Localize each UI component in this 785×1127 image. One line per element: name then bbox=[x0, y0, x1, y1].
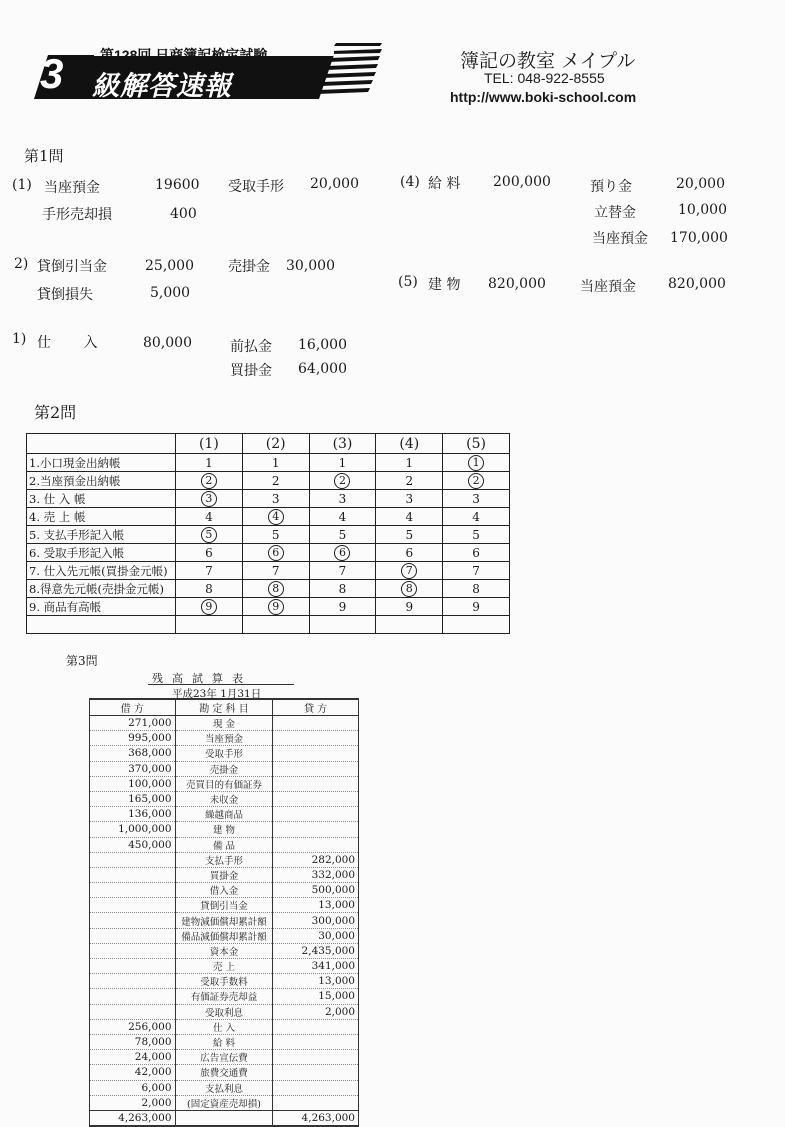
trial-balance-row bbox=[90, 837, 359, 852]
circled-answer: 1 bbox=[468, 455, 484, 471]
debit-cell: 24,000 bbox=[90, 1050, 176, 1065]
credit-cell bbox=[273, 1050, 359, 1065]
q1-p3-credit2-account: 買掛金 bbox=[230, 363, 272, 379]
q2-cell bbox=[443, 562, 510, 580]
option-number: 3 bbox=[338, 491, 347, 506]
q1-p4-credit-account: 預り金 bbox=[590, 179, 632, 195]
q1-p4-credit3-amount: 170,000 bbox=[670, 230, 728, 246]
q1-p1-credit-amount: 20,000 bbox=[310, 176, 359, 192]
q2-cell bbox=[176, 472, 243, 490]
q1-p1-debit-amount: 19600 bbox=[155, 177, 200, 193]
account-cell: 旅費交通費 bbox=[175, 1065, 273, 1080]
q2-row bbox=[27, 616, 510, 634]
trial-balance-row bbox=[90, 898, 359, 913]
q1-p4-debit-account: 給 料 bbox=[428, 176, 461, 192]
debit-cell: 6,000 bbox=[90, 1080, 176, 1095]
trial-balance-row bbox=[90, 716, 359, 731]
account-cell: 売 上 bbox=[175, 959, 273, 974]
grade-number: 3 bbox=[40, 50, 64, 97]
option-number: 8 bbox=[205, 581, 213, 596]
q1-p2-debit-amount: 25,000 bbox=[145, 258, 194, 274]
account-cell: 受取利息 bbox=[175, 1004, 273, 1019]
q2-cell bbox=[443, 508, 510, 526]
debit-cell bbox=[90, 959, 176, 974]
debit-cell: 136,000 bbox=[90, 807, 176, 822]
q2-header-row bbox=[27, 434, 510, 454]
q2-cell bbox=[443, 580, 510, 598]
q2-row bbox=[27, 580, 510, 598]
q2-cell bbox=[242, 526, 309, 544]
q2-cell bbox=[443, 544, 510, 562]
account-cell: (固定資産売却損) bbox=[175, 1095, 273, 1110]
credit-cell bbox=[273, 837, 359, 852]
q2-title: 第2問 bbox=[34, 403, 77, 422]
q1-p2-credit-amount: 30,000 bbox=[286, 258, 335, 274]
trial-balance-row bbox=[90, 807, 359, 822]
q2-cell bbox=[176, 616, 243, 634]
q2-cell bbox=[242, 616, 309, 634]
trial-balance-row bbox=[90, 959, 359, 974]
option-number: 7 bbox=[271, 563, 280, 578]
q1-p1-num: (1) bbox=[12, 177, 32, 193]
q2-answer-grid bbox=[26, 433, 510, 634]
q2-cell bbox=[242, 472, 309, 490]
q1-p1-credit-account: 受取手形 bbox=[228, 179, 284, 195]
option-number: 4 bbox=[338, 509, 347, 524]
trial-balance-row bbox=[90, 822, 359, 837]
credit-cell: 332,000 bbox=[273, 867, 359, 882]
credit-cell bbox=[273, 1034, 359, 1049]
q2-row-label bbox=[27, 616, 176, 634]
credit-cell: 500,000 bbox=[273, 883, 359, 898]
debit-cell bbox=[90, 928, 176, 943]
credit-cell bbox=[273, 746, 359, 761]
trial-balance-row bbox=[90, 913, 359, 928]
option-number: 9 bbox=[338, 599, 347, 614]
q2-row-label: 8.得意先元帳(売掛金元帳) bbox=[27, 580, 176, 598]
q2-cell bbox=[176, 490, 243, 508]
q1-p3-credit-amount: 16,000 bbox=[298, 337, 347, 353]
option-number: 7 bbox=[205, 563, 213, 578]
q2-cell bbox=[443, 490, 510, 508]
debit-cell bbox=[90, 989, 176, 1004]
option-number: 5 bbox=[271, 527, 280, 542]
q2-row-label: 6. 受取手形記入帳 bbox=[27, 544, 176, 562]
credit-cell: 2,000 bbox=[273, 1004, 359, 1019]
option-number: 2 bbox=[271, 473, 280, 488]
q2-cell bbox=[309, 508, 376, 526]
account-cell: 備品減価償却累計額 bbox=[175, 928, 273, 943]
q2-cell bbox=[242, 544, 309, 562]
circled-answer: 9 bbox=[268, 599, 284, 615]
option-number: 9 bbox=[405, 599, 414, 614]
circled-answer: 8 bbox=[401, 581, 417, 597]
q2-cell bbox=[309, 616, 376, 634]
q1-p4-credit2-amount: 10,000 bbox=[678, 202, 727, 218]
credit-cell bbox=[273, 716, 359, 731]
trial-balance-row bbox=[90, 1034, 359, 1049]
q2-row-label: 5. 支払手形記入帳 bbox=[27, 526, 176, 544]
q2-cell bbox=[309, 472, 376, 490]
q1-p2-credit-account: 売掛金 bbox=[228, 259, 270, 275]
q2-row bbox=[27, 472, 510, 490]
q2-row bbox=[27, 598, 510, 616]
trial-balance-row bbox=[90, 883, 359, 898]
option-number: 8 bbox=[338, 581, 347, 596]
circled-answer: 6 bbox=[334, 545, 350, 561]
debit-cell bbox=[90, 883, 176, 898]
option-number: 1 bbox=[271, 455, 280, 470]
q2-header-2: (2) bbox=[242, 434, 309, 454]
q1-p2-num: 2) bbox=[14, 256, 29, 272]
option-number: 9 bbox=[472, 599, 480, 614]
trial-balance-row bbox=[90, 1004, 359, 1019]
q2-cell bbox=[376, 472, 443, 490]
trial-balance-header bbox=[90, 699, 359, 716]
q1-p5-credit-account: 当座預金 bbox=[580, 279, 636, 295]
q2-cell bbox=[176, 580, 243, 598]
q1-p2-debit2-amount: 5,000 bbox=[150, 285, 191, 301]
trial-balance-title: 残高試算表 bbox=[152, 672, 252, 685]
trial-balance-row bbox=[90, 1080, 359, 1095]
q2-cell bbox=[376, 544, 443, 562]
circled-answer: 7 bbox=[401, 563, 417, 579]
account-cell: 有価証券売却益 bbox=[175, 989, 273, 1004]
account-cell: 支払利息 bbox=[175, 1080, 273, 1095]
debit-cell: 2,000 bbox=[90, 1095, 176, 1110]
q2-row bbox=[27, 508, 510, 526]
credit-cell bbox=[273, 1095, 359, 1110]
debit-cell: 100,000 bbox=[90, 776, 176, 791]
account-cell: 給 料 bbox=[175, 1034, 273, 1049]
account-cell: 現 金 bbox=[175, 716, 273, 731]
option-number: 6 bbox=[472, 545, 480, 560]
credit-cell: 300,000 bbox=[273, 913, 359, 928]
credit-cell bbox=[273, 776, 359, 791]
circled-answer: 5 bbox=[201, 527, 217, 543]
debit-cell: 1,000,000 bbox=[90, 822, 176, 837]
account-cell: 貸倒引当金 bbox=[175, 898, 273, 913]
q2-cell bbox=[176, 454, 243, 472]
credit-cell: 282,000 bbox=[273, 852, 359, 867]
q1-p5-debit-amount: 820,000 bbox=[488, 276, 546, 292]
credit-cell: 15,000 bbox=[273, 989, 359, 1004]
q1-p3-debit-account: 仕 入 bbox=[37, 335, 112, 351]
trial-balance-row bbox=[90, 746, 359, 761]
exam-subtitle: 第128回 日商簿記検定試験 bbox=[100, 47, 268, 63]
debit-cell bbox=[90, 913, 176, 928]
q1-p3-debit-amount: 80,000 bbox=[143, 335, 192, 351]
q2-cell bbox=[443, 616, 510, 634]
trial-balance-row bbox=[90, 974, 359, 989]
q2-row bbox=[27, 526, 510, 544]
account-cell: 建 物 bbox=[175, 822, 273, 837]
trial-balance-row bbox=[90, 791, 359, 806]
trial-balance-row bbox=[90, 731, 359, 746]
trial-balance-row bbox=[90, 852, 359, 867]
credit-cell: 30,000 bbox=[273, 928, 359, 943]
debit-cell bbox=[90, 943, 176, 958]
account-cell: 当座預金 bbox=[175, 731, 273, 746]
credit-cell: 2,435,000 bbox=[273, 943, 359, 958]
trial-balance-row bbox=[90, 1095, 359, 1110]
account-cell: 資本金 bbox=[175, 943, 273, 958]
option-number: 7 bbox=[338, 563, 347, 578]
trial-balance-date: 平成23年 1月31日 bbox=[172, 688, 262, 700]
option-number: 5 bbox=[338, 527, 347, 542]
option-number: 4 bbox=[405, 509, 414, 524]
q2-cell bbox=[309, 580, 376, 598]
q2-row bbox=[27, 490, 510, 508]
header-credit: 貸 方 bbox=[273, 699, 359, 716]
q2-cell bbox=[443, 454, 510, 472]
account-cell: 繰越商品 bbox=[175, 807, 273, 822]
credit-cell: 341,000 bbox=[273, 959, 359, 974]
q2-cell bbox=[376, 598, 443, 616]
q2-cell bbox=[376, 616, 443, 634]
q1-p1-debit2-amount: 400 bbox=[170, 206, 197, 222]
credit-cell: 13,000 bbox=[273, 974, 359, 989]
q2-header-1: (1) bbox=[176, 434, 243, 454]
q2-cell bbox=[242, 598, 309, 616]
school-name: 簿記の教室 メイプル bbox=[460, 50, 636, 72]
q2-cell bbox=[376, 580, 443, 598]
circled-answer: 2 bbox=[201, 473, 217, 489]
account-cell: 売掛金 bbox=[175, 761, 273, 776]
q1-p3-credit2-amount: 64,000 bbox=[298, 361, 347, 377]
option-number: 3 bbox=[472, 491, 480, 506]
account-cell: 備 品 bbox=[175, 837, 273, 852]
q2-cell bbox=[176, 544, 243, 562]
q2-cell bbox=[242, 508, 309, 526]
q2-header-4: (4) bbox=[376, 434, 443, 454]
circled-answer: 4 bbox=[268, 509, 284, 525]
circled-answer: 8 bbox=[268, 581, 284, 597]
debit-cell: 165,000 bbox=[90, 791, 176, 806]
q2-cell bbox=[376, 526, 443, 544]
q2-cell bbox=[309, 562, 376, 580]
option-number: 6 bbox=[405, 545, 414, 560]
account-cell: 仕 入 bbox=[175, 1019, 273, 1034]
q2-cell bbox=[242, 454, 309, 472]
q2-header-3: (3) bbox=[309, 434, 376, 454]
account-cell: 受取手数料 bbox=[175, 974, 273, 989]
q2-cell bbox=[242, 490, 309, 508]
q1-p4-credit2-account: 立替金 bbox=[594, 205, 636, 221]
q1-p4-num: (4) bbox=[400, 174, 420, 190]
credit-cell bbox=[273, 791, 359, 806]
debit-cell: 450,000 bbox=[90, 837, 176, 852]
school-url[interactable]: http://www.boki-school.com bbox=[450, 89, 637, 105]
q2-cell bbox=[176, 508, 243, 526]
account-cell: 広告宣伝費 bbox=[175, 1050, 273, 1065]
credit-cell bbox=[273, 731, 359, 746]
q3-title: 第3問 bbox=[66, 654, 98, 668]
q2-cell bbox=[443, 472, 510, 490]
circled-answer: 6 bbox=[268, 545, 284, 561]
debit-cell: 271,000 bbox=[90, 716, 176, 731]
q1-p2-debit2-account: 貸倒損失 bbox=[37, 287, 93, 303]
q2-cell bbox=[376, 562, 443, 580]
circled-answer: 3 bbox=[201, 491, 217, 507]
account-cell: 受取手形 bbox=[175, 746, 273, 761]
q2-cell bbox=[309, 544, 376, 562]
q1-p4-credit3-account: 当座預金 bbox=[592, 231, 648, 247]
credit-cell bbox=[273, 1065, 359, 1080]
trial-balance-row bbox=[90, 1065, 359, 1080]
q1-p5-num: (5) bbox=[398, 274, 418, 290]
trial-balance-row bbox=[90, 1050, 359, 1065]
account-cell bbox=[175, 1110, 273, 1126]
q2-row-label: 9. 商品有高帳 bbox=[27, 598, 176, 616]
debit-cell bbox=[90, 867, 176, 882]
q1-p1-debit2-account: 手形売却損 bbox=[42, 207, 112, 223]
q2-cell bbox=[309, 454, 376, 472]
account-cell: 未収金 bbox=[175, 791, 273, 806]
debit-cell: 78,000 bbox=[90, 1034, 176, 1049]
q1-p4-debit-amount: 200,000 bbox=[493, 174, 551, 190]
q2-cell bbox=[443, 526, 510, 544]
q2-row bbox=[27, 544, 510, 562]
q2-row-label: 4. 売 上 帳 bbox=[27, 508, 176, 526]
q2-cell bbox=[242, 580, 309, 598]
credit-cell bbox=[273, 1019, 359, 1034]
option-number: 3 bbox=[271, 491, 280, 506]
trial-balance-row bbox=[90, 943, 359, 958]
trial-balance-table bbox=[89, 698, 359, 1127]
circled-answer: 2 bbox=[468, 473, 484, 489]
credit-cell bbox=[273, 1080, 359, 1095]
banner-title: 級解答速報 bbox=[92, 71, 232, 101]
debit-cell bbox=[90, 974, 176, 989]
q1-p3-num: 1) bbox=[12, 331, 27, 347]
option-number: 1 bbox=[205, 455, 213, 470]
q1-p1-debit-account: 当座預金 bbox=[44, 180, 100, 196]
debit-cell: 368,000 bbox=[90, 746, 176, 761]
credit-cell bbox=[273, 807, 359, 822]
option-number: 2 bbox=[405, 473, 414, 488]
q2-cell bbox=[176, 526, 243, 544]
title-underline bbox=[148, 684, 294, 685]
trial-balance-row bbox=[90, 867, 359, 882]
circled-answer: 9 bbox=[201, 599, 217, 615]
q2-row bbox=[27, 562, 510, 580]
header-debit: 借 方 bbox=[90, 699, 176, 716]
q2-cell bbox=[309, 598, 376, 616]
circled-answer: 2 bbox=[334, 473, 350, 489]
option-number: 8 bbox=[472, 581, 480, 596]
q1-p3-credit-account: 前払金 bbox=[230, 339, 272, 355]
debit-cell: 42,000 bbox=[90, 1065, 176, 1080]
credit-cell: 4,263,000 bbox=[273, 1110, 359, 1126]
q2-cell bbox=[242, 562, 309, 580]
q1-p2-debit-account: 貸倒引当金 bbox=[37, 259, 107, 275]
account-cell: 借入金 bbox=[175, 883, 273, 898]
option-number: 4 bbox=[472, 509, 480, 524]
q1-p4-credit-amount: 20,000 bbox=[676, 176, 725, 192]
option-number: 6 bbox=[205, 545, 213, 560]
q1-p5-credit-amount: 820,000 bbox=[668, 276, 726, 292]
q2-row-label: 7. 仕入先元帳(買掛金元帳) bbox=[27, 562, 176, 580]
debit-cell: 995,000 bbox=[90, 731, 176, 746]
account-cell: 建物減価償却累計額 bbox=[175, 913, 273, 928]
debit-cell bbox=[90, 1004, 176, 1019]
trial-balance-row bbox=[90, 1019, 359, 1034]
option-number: 4 bbox=[205, 509, 213, 524]
option-number: 1 bbox=[405, 455, 414, 470]
option-number: 1 bbox=[338, 455, 347, 470]
debit-cell bbox=[90, 898, 176, 913]
account-cell: 売買目的有価証券 bbox=[175, 776, 273, 791]
debit-cell bbox=[90, 852, 176, 867]
q2-header-5: (5) bbox=[443, 434, 510, 454]
account-cell: 買掛金 bbox=[175, 867, 273, 882]
q2-cell bbox=[443, 598, 510, 616]
school-phone: TEL: 048-922-8555 bbox=[484, 70, 605, 86]
trial-balance-row bbox=[90, 928, 359, 943]
q2-cell bbox=[309, 526, 376, 544]
q2-row-label: 1.小口現金出納帳 bbox=[27, 454, 176, 472]
q2-cell bbox=[176, 562, 243, 580]
q1-title: 第1問 bbox=[24, 147, 64, 165]
option-number: 7 bbox=[472, 563, 480, 578]
debit-cell: 4,263,000 bbox=[90, 1110, 176, 1126]
credit-cell: 13,000 bbox=[273, 898, 359, 913]
option-number: 5 bbox=[472, 527, 480, 542]
option-number: 5 bbox=[405, 527, 414, 542]
q2-row bbox=[27, 454, 510, 472]
q2-row-label: 3. 仕 入 帳 bbox=[27, 490, 176, 508]
trial-balance-row bbox=[90, 761, 359, 776]
debit-cell: 370,000 bbox=[90, 761, 176, 776]
trial-balance-row bbox=[90, 989, 359, 1004]
debit-cell: 256,000 bbox=[90, 1019, 176, 1034]
credit-cell bbox=[273, 822, 359, 837]
q2-cell bbox=[309, 490, 376, 508]
q2-cell bbox=[376, 490, 443, 508]
q2-cell bbox=[376, 508, 443, 526]
credit-cell bbox=[273, 761, 359, 776]
account-cell: 支払手形 bbox=[175, 852, 273, 867]
q2-header-blank bbox=[27, 434, 176, 454]
q1-p5-debit-account: 建 物 bbox=[428, 277, 461, 293]
trial-balance-row bbox=[90, 776, 359, 791]
q2-row-label: 2.当座預金出納帳 bbox=[27, 472, 176, 490]
q2-cell bbox=[376, 454, 443, 472]
q2-cell bbox=[176, 598, 243, 616]
trial-balance-total-row bbox=[90, 1110, 359, 1126]
option-number: 3 bbox=[405, 491, 414, 506]
header-account: 勘 定 科 目 bbox=[175, 699, 273, 716]
